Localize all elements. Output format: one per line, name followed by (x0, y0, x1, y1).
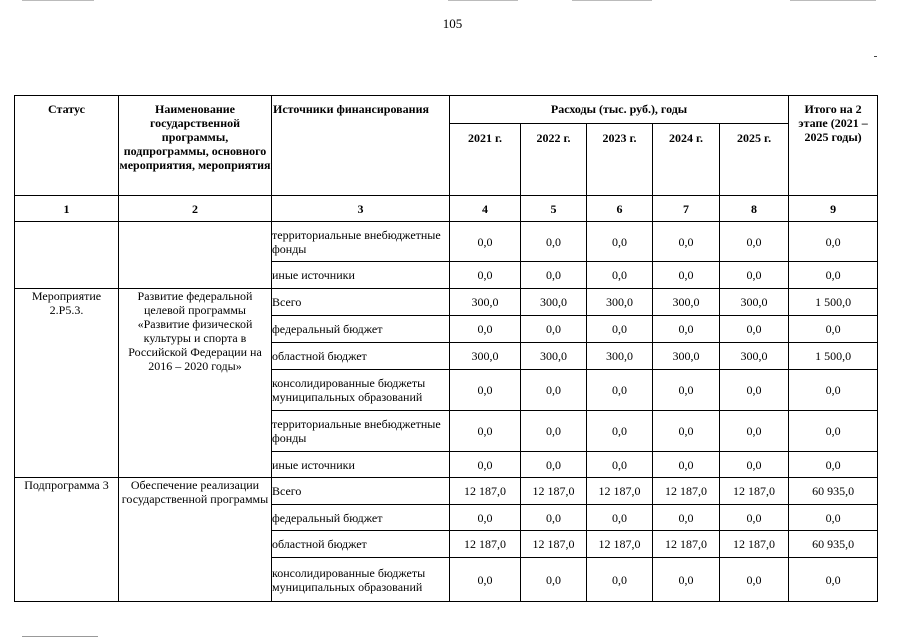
column-number: 2 (119, 196, 272, 222)
name-cell: Развитие федеральной целевой программы «Развитие физической культуры и спорта в Российской Федерации на 2016 – 2020 годы» (119, 289, 272, 478)
value-cell: 0,0 (653, 558, 720, 602)
value-cell: 0,0 (587, 558, 653, 602)
value-cell: 0,0 (521, 316, 587, 343)
column-number: 9 (789, 196, 878, 222)
header-year: 2025 г. (720, 124, 789, 196)
value-cell: 0,0 (450, 316, 521, 343)
value-cell: 300,0 (653, 343, 720, 370)
status-cell: Мероприятие 2.Р5.3. (15, 289, 119, 478)
value-cell: 0,0 (720, 411, 789, 452)
value-cell: 0,0 (587, 222, 653, 262)
value-cell: 0,0 (521, 262, 587, 289)
bottom-edge-line (22, 636, 98, 637)
value-cell: 12 187,0 (521, 478, 587, 505)
source-cell: территориальные внебюджетные фонды (272, 411, 450, 452)
total-cell: 1 500,0 (789, 289, 878, 316)
value-cell: 0,0 (450, 558, 521, 602)
value-cell: 0,0 (450, 452, 521, 478)
value-cell: 0,0 (521, 370, 587, 411)
value-cell: 0,0 (521, 505, 587, 531)
column-number: 1 (15, 196, 119, 222)
source-cell: областной бюджет (272, 531, 450, 558)
header-year: 2024 г. (653, 124, 720, 196)
total-cell: 0,0 (789, 316, 878, 343)
top-edge-line (790, 0, 876, 1)
header-year: 2021 г. (450, 124, 521, 196)
source-cell: областной бюджет (272, 343, 450, 370)
value-cell: 0,0 (521, 452, 587, 478)
value-cell: 0,0 (450, 222, 521, 262)
header-total: Итого на 2 этапе (2021 – 2025 годы) (789, 96, 878, 196)
status-cell: Подпрограмма 3 (15, 478, 119, 602)
value-cell: 0,0 (653, 316, 720, 343)
value-cell: 0,0 (653, 452, 720, 478)
source-cell: Всего (272, 478, 450, 505)
value-cell: 0,0 (653, 505, 720, 531)
budget-table (14, 95, 878, 602)
value-cell: 0,0 (587, 262, 653, 289)
scan-mark (874, 56, 877, 57)
column-number: 7 (653, 196, 720, 222)
value-cell: 300,0 (720, 343, 789, 370)
value-cell: 0,0 (720, 370, 789, 411)
header-status: Статус (15, 96, 119, 196)
top-edge-line (22, 0, 94, 1)
value-cell: 0,0 (653, 370, 720, 411)
value-cell: 12 187,0 (521, 531, 587, 558)
value-cell: 0,0 (450, 370, 521, 411)
total-cell: 0,0 (789, 452, 878, 478)
value-cell: 0,0 (720, 558, 789, 602)
column-number: 8 (720, 196, 789, 222)
source-cell: иные источники (272, 262, 450, 289)
value-cell: 12 187,0 (587, 478, 653, 505)
value-cell: 300,0 (720, 289, 789, 316)
value-cell: 0,0 (653, 222, 720, 262)
value-cell: 300,0 (587, 289, 653, 316)
header-name: Наименование государственной программы, подпрограммы, основного мероприятия, мероприятия (119, 96, 272, 196)
value-cell: 300,0 (653, 289, 720, 316)
value-cell: 12 187,0 (450, 478, 521, 505)
value-cell: 0,0 (587, 370, 653, 411)
value-cell: 300,0 (450, 289, 521, 316)
total-cell: 0,0 (789, 262, 878, 289)
value-cell: 300,0 (587, 343, 653, 370)
header-year: 2022 г. (521, 124, 587, 196)
total-cell: 0,0 (789, 370, 878, 411)
table-row (15, 222, 878, 262)
value-cell: 0,0 (450, 262, 521, 289)
total-cell: 60 935,0 (789, 531, 878, 558)
value-cell: 12 187,0 (653, 478, 720, 505)
table-row (15, 289, 878, 316)
source-cell: иные источники (272, 452, 450, 478)
value-cell: 0,0 (587, 411, 653, 452)
value-cell: 0,0 (720, 222, 789, 262)
source-cell: консолидированные бюджеты муниципальных образований (272, 370, 450, 411)
value-cell: 0,0 (653, 411, 720, 452)
total-cell: 0,0 (789, 558, 878, 602)
table-row (15, 478, 878, 505)
total-cell: 60 935,0 (789, 478, 878, 505)
value-cell: 0,0 (720, 452, 789, 478)
value-cell: 12 187,0 (450, 531, 521, 558)
value-cell: 0,0 (450, 505, 521, 531)
column-number: 4 (450, 196, 521, 222)
total-cell: 0,0 (789, 505, 878, 531)
value-cell: 0,0 (720, 262, 789, 289)
value-cell: 0,0 (720, 505, 789, 531)
source-cell: Всего (272, 289, 450, 316)
page-number: 105 (442, 16, 463, 31)
value-cell: 0,0 (450, 411, 521, 452)
source-cell: федеральный бюджет (272, 316, 450, 343)
source-cell: федеральный бюджет (272, 505, 450, 531)
column-number: 3 (272, 196, 450, 222)
column-number: 5 (521, 196, 587, 222)
top-edge-line (572, 0, 652, 1)
source-cell: территориальные внебюджетные фонды (272, 222, 450, 262)
value-cell: 0,0 (587, 452, 653, 478)
value-cell: 12 187,0 (720, 531, 789, 558)
header-sources: Источники финансирования (272, 96, 450, 196)
value-cell: 300,0 (521, 289, 587, 316)
name-cell: Обеспечение реализации государственной программы (119, 478, 272, 602)
total-cell: 1 500,0 (789, 343, 878, 370)
value-cell: 0,0 (720, 316, 789, 343)
value-cell: 12 187,0 (587, 531, 653, 558)
column-number: 6 (587, 196, 653, 222)
value-cell: 0,0 (587, 316, 653, 343)
header-expenses: Расходы (тыс. руб.), годы (450, 96, 789, 124)
value-cell: 300,0 (521, 343, 587, 370)
status-cell (15, 222, 119, 289)
value-cell: 0,0 (587, 505, 653, 531)
value-cell: 0,0 (653, 262, 720, 289)
value-cell: 0,0 (521, 222, 587, 262)
header-year: 2023 г. (587, 124, 653, 196)
value-cell: 12 187,0 (653, 531, 720, 558)
value-cell: 0,0 (521, 558, 587, 602)
top-edge-line (448, 0, 518, 1)
value-cell: 300,0 (450, 343, 521, 370)
total-cell: 0,0 (789, 222, 878, 262)
name-cell (119, 222, 272, 289)
value-cell: 12 187,0 (720, 478, 789, 505)
value-cell: 0,0 (521, 411, 587, 452)
source-cell: консолидированные бюджеты муниципальных образований (272, 558, 450, 602)
total-cell: 0,0 (789, 411, 878, 452)
